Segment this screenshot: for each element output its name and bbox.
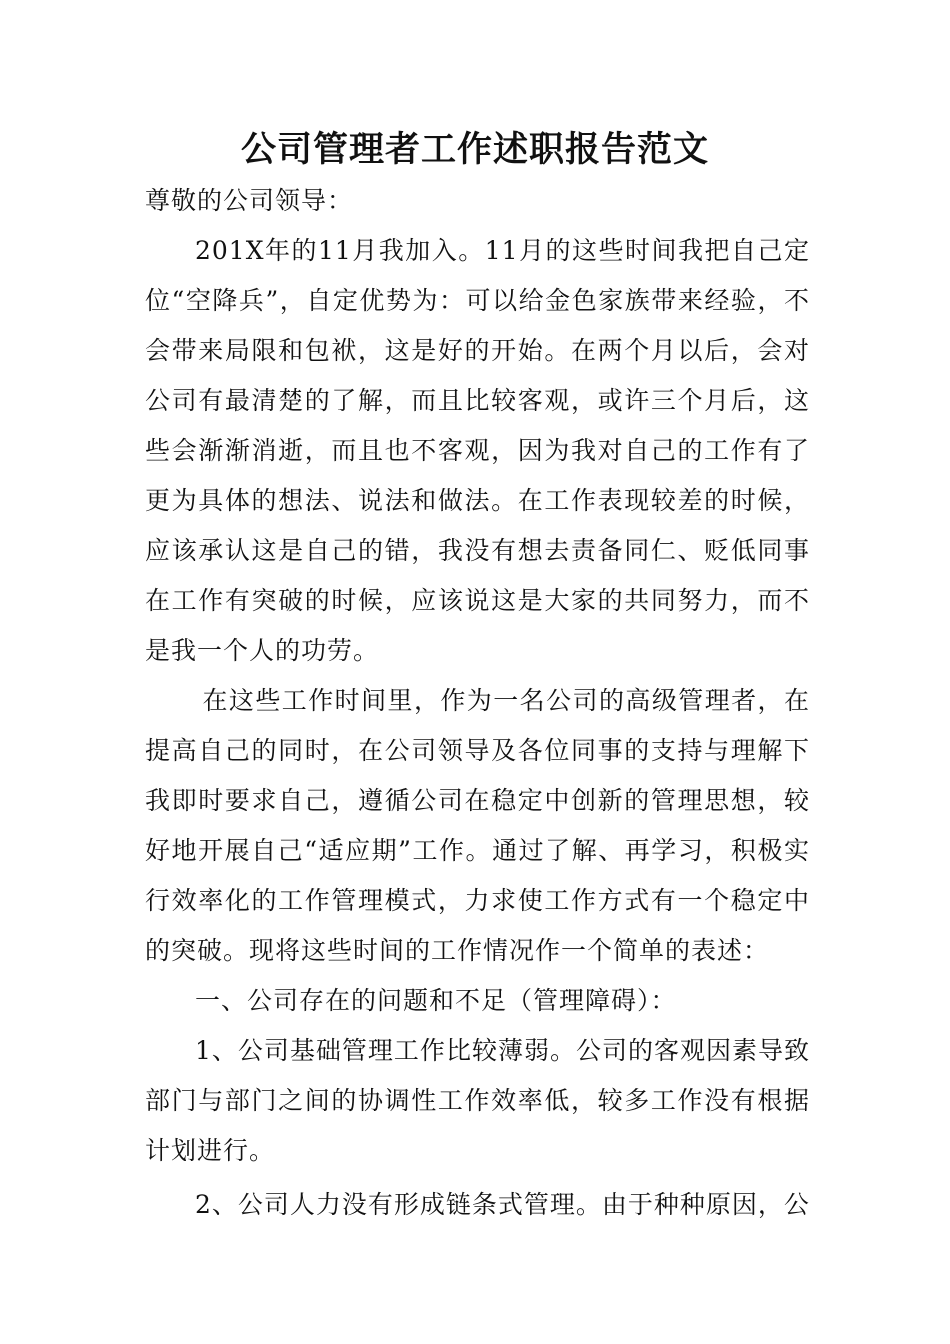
document-body <box>145 176 810 1230</box>
section-heading-problems: 一、公司存在的问题和不足（管理障碍）： <box>195 986 677 1015</box>
paragraph-work-overview: 在这些工作时间里，作为一名公司的高级管理者，在提高自己的同时，在公司领导及各位同事的支持与理解下我即时要求自己，遵循公司在稳定中创新的管理思想，较好地开展自己“适应期”工作。通过了解、再学习，积极实行效率化的工作管理模式，力求使工作方式有一个稳定中的突破。现将这些时间的工作情况作一个简单的表述： <box>145 686 810 965</box>
document-title: 公司管理者工作述职报告范文 <box>240 130 709 170</box>
salutation: 尊敬的公司领导： <box>145 186 354 215</box>
paragraph-intro: 201X年的11月我加入。11月的这些时间我把自己定位“空降兵”，自定优势为：可以给金色家族带来经验，不会带来局限和包袱，这是好的开始。在两个月以后，会对公司有最清楚的了解，而且比较客观，或许三个月后，这些会渐渐消逝，而且也不客观，因为我对自己的工作有了更为具体的想法、说法和做法。在工作表现较差的时候，应该承认这是自己的错，我没有想去责备同仁、贬低同事在工作有突破的时候，应该说这是大家的共同努力，而不是我一个人的功劳。 <box>145 236 810 665</box>
paragraph-item-2: 2、公司人力没有形成链条式管理。由于种种原因，公 <box>195 1190 810 1219</box>
paragraph-item-1: 1、公司基础管理工作比较薄弱。公司的客观因素导致部门与部门之间的协调性工作效率低，较多工作没有根据计划进行。 <box>145 1036 810 1165</box>
